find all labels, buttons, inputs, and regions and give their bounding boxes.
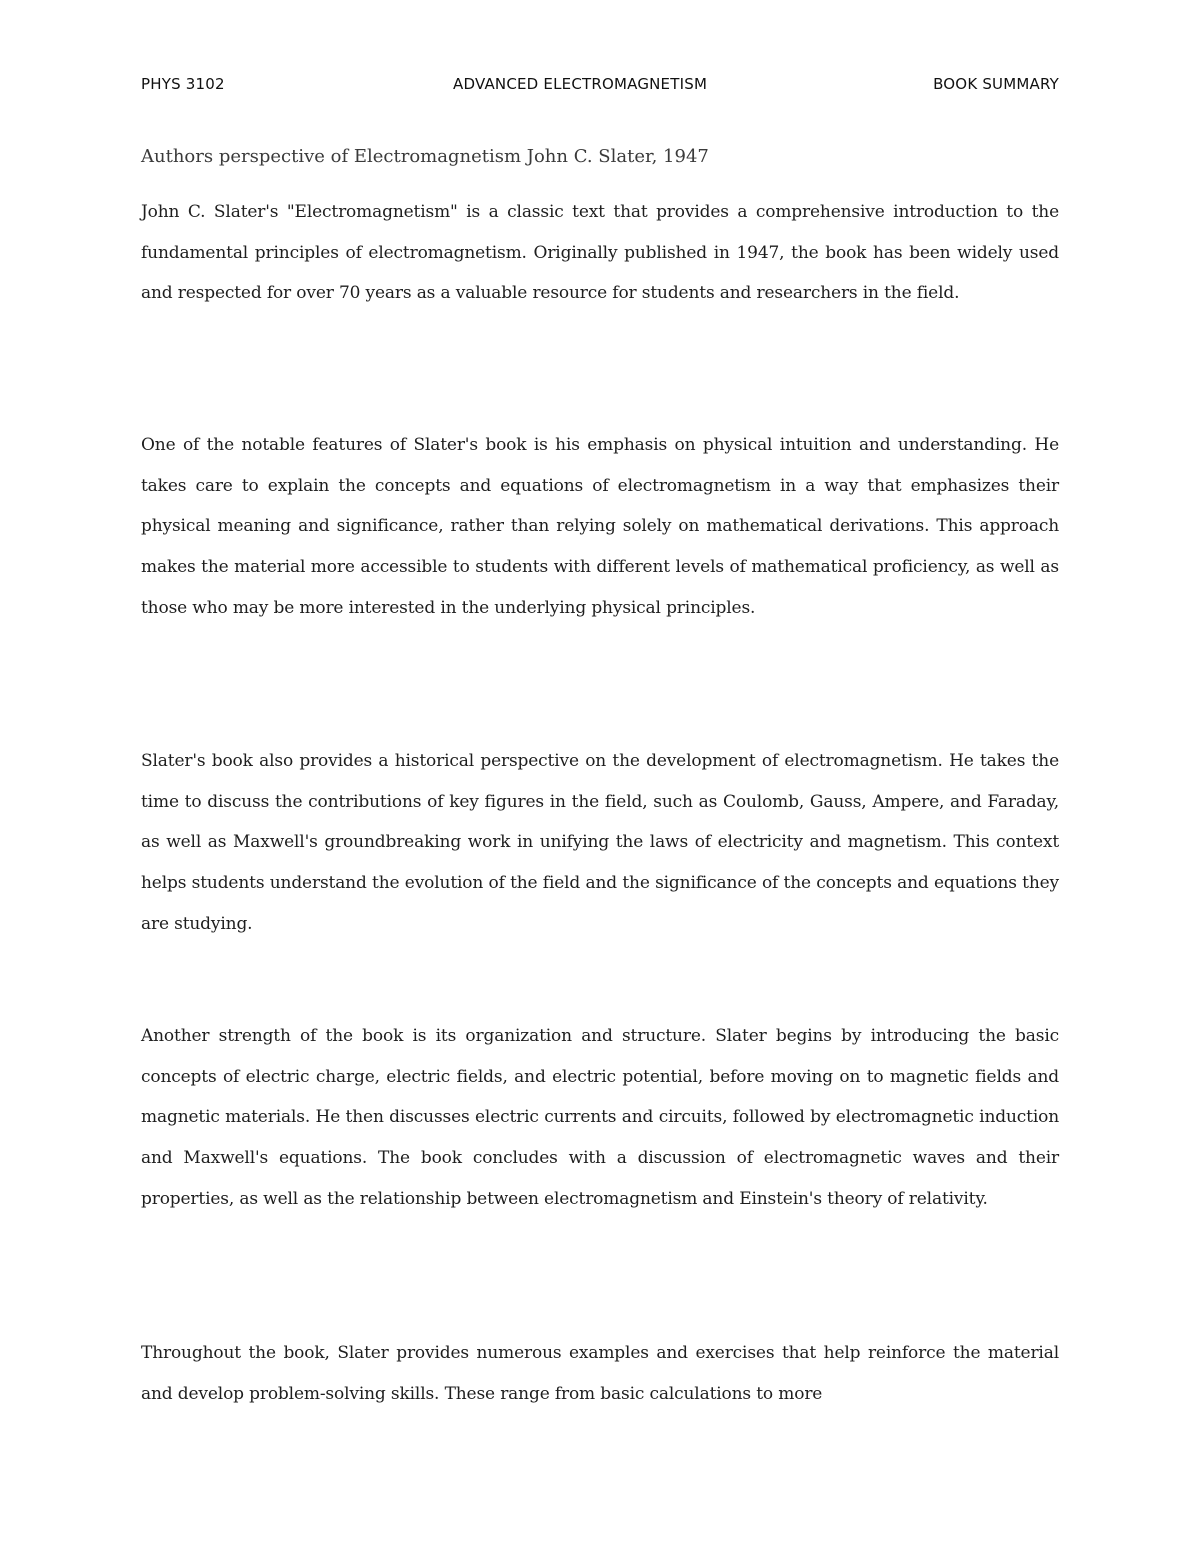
paragraph: Throughout the book, Slater provides numerous examples and exercises that help reinforce the material and develop problem-solving skills. These range from basic calculations to more <box>141 1343 1059 1404</box>
course-title: ADVANCED ELECTROMAGNETISM <box>453 75 708 93</box>
page-header <box>141 75 1059 99</box>
paragraph: Another strength of the book is its organization and structure. Slater begins by introducing the basic concepts of electric charge, electric fields, and electric potential, before moving on to magnetic fields and magnetic materials. He then discusses electric currents and circuits, followed by electromagnetic induction and Maxwell's equations. The book concludes with a discussion of electromagnetic waves and their properties, as well as the relationship between electromagnetism and Einstein's theory of relativity. <box>141 1026 1059 1209</box>
paragraph: John C. Slater's "Electromagnetism" is a classic text that provides a comprehensive introduction to the fundamental principles of electromagnetism. Originally published in 1947, the book has been widely used and respected for over 70 years as a valuable resource for students and researchers in the field. <box>141 202 1059 304</box>
course-code: PHYS 3102 <box>141 75 225 93</box>
document-type: BOOK SUMMARY <box>933 75 1059 93</box>
document-subtitle: Authors perspective of Electromagnetism John C. Slater, 1947 <box>141 146 709 167</box>
paragraph: One of the notable features of Slater's book is his emphasis on physical intuition and understanding. He takes care to explain the concepts and equations of electromagnetism in a way that emphasizes their physical meaning and significance, rather than relying solely on mathematical derivations. This approach makes the material more accessible to students with different levels of mathematical proficiency, as well as those who may be more interested in the underlying physical principles. <box>141 435 1059 618</box>
paragraph: Slater's book also provides a historical perspective on the development of electromagnetism. He takes the time to discuss the contributions of key figures in the field, such as Coulomb, Gauss, Ampere, and Faraday, as well as Maxwell's groundbreaking work in unifying the laws of electricity and magnetism. This context helps students understand the evolution of the field and the significance of the concepts and equations they are studying. <box>141 751 1059 934</box>
